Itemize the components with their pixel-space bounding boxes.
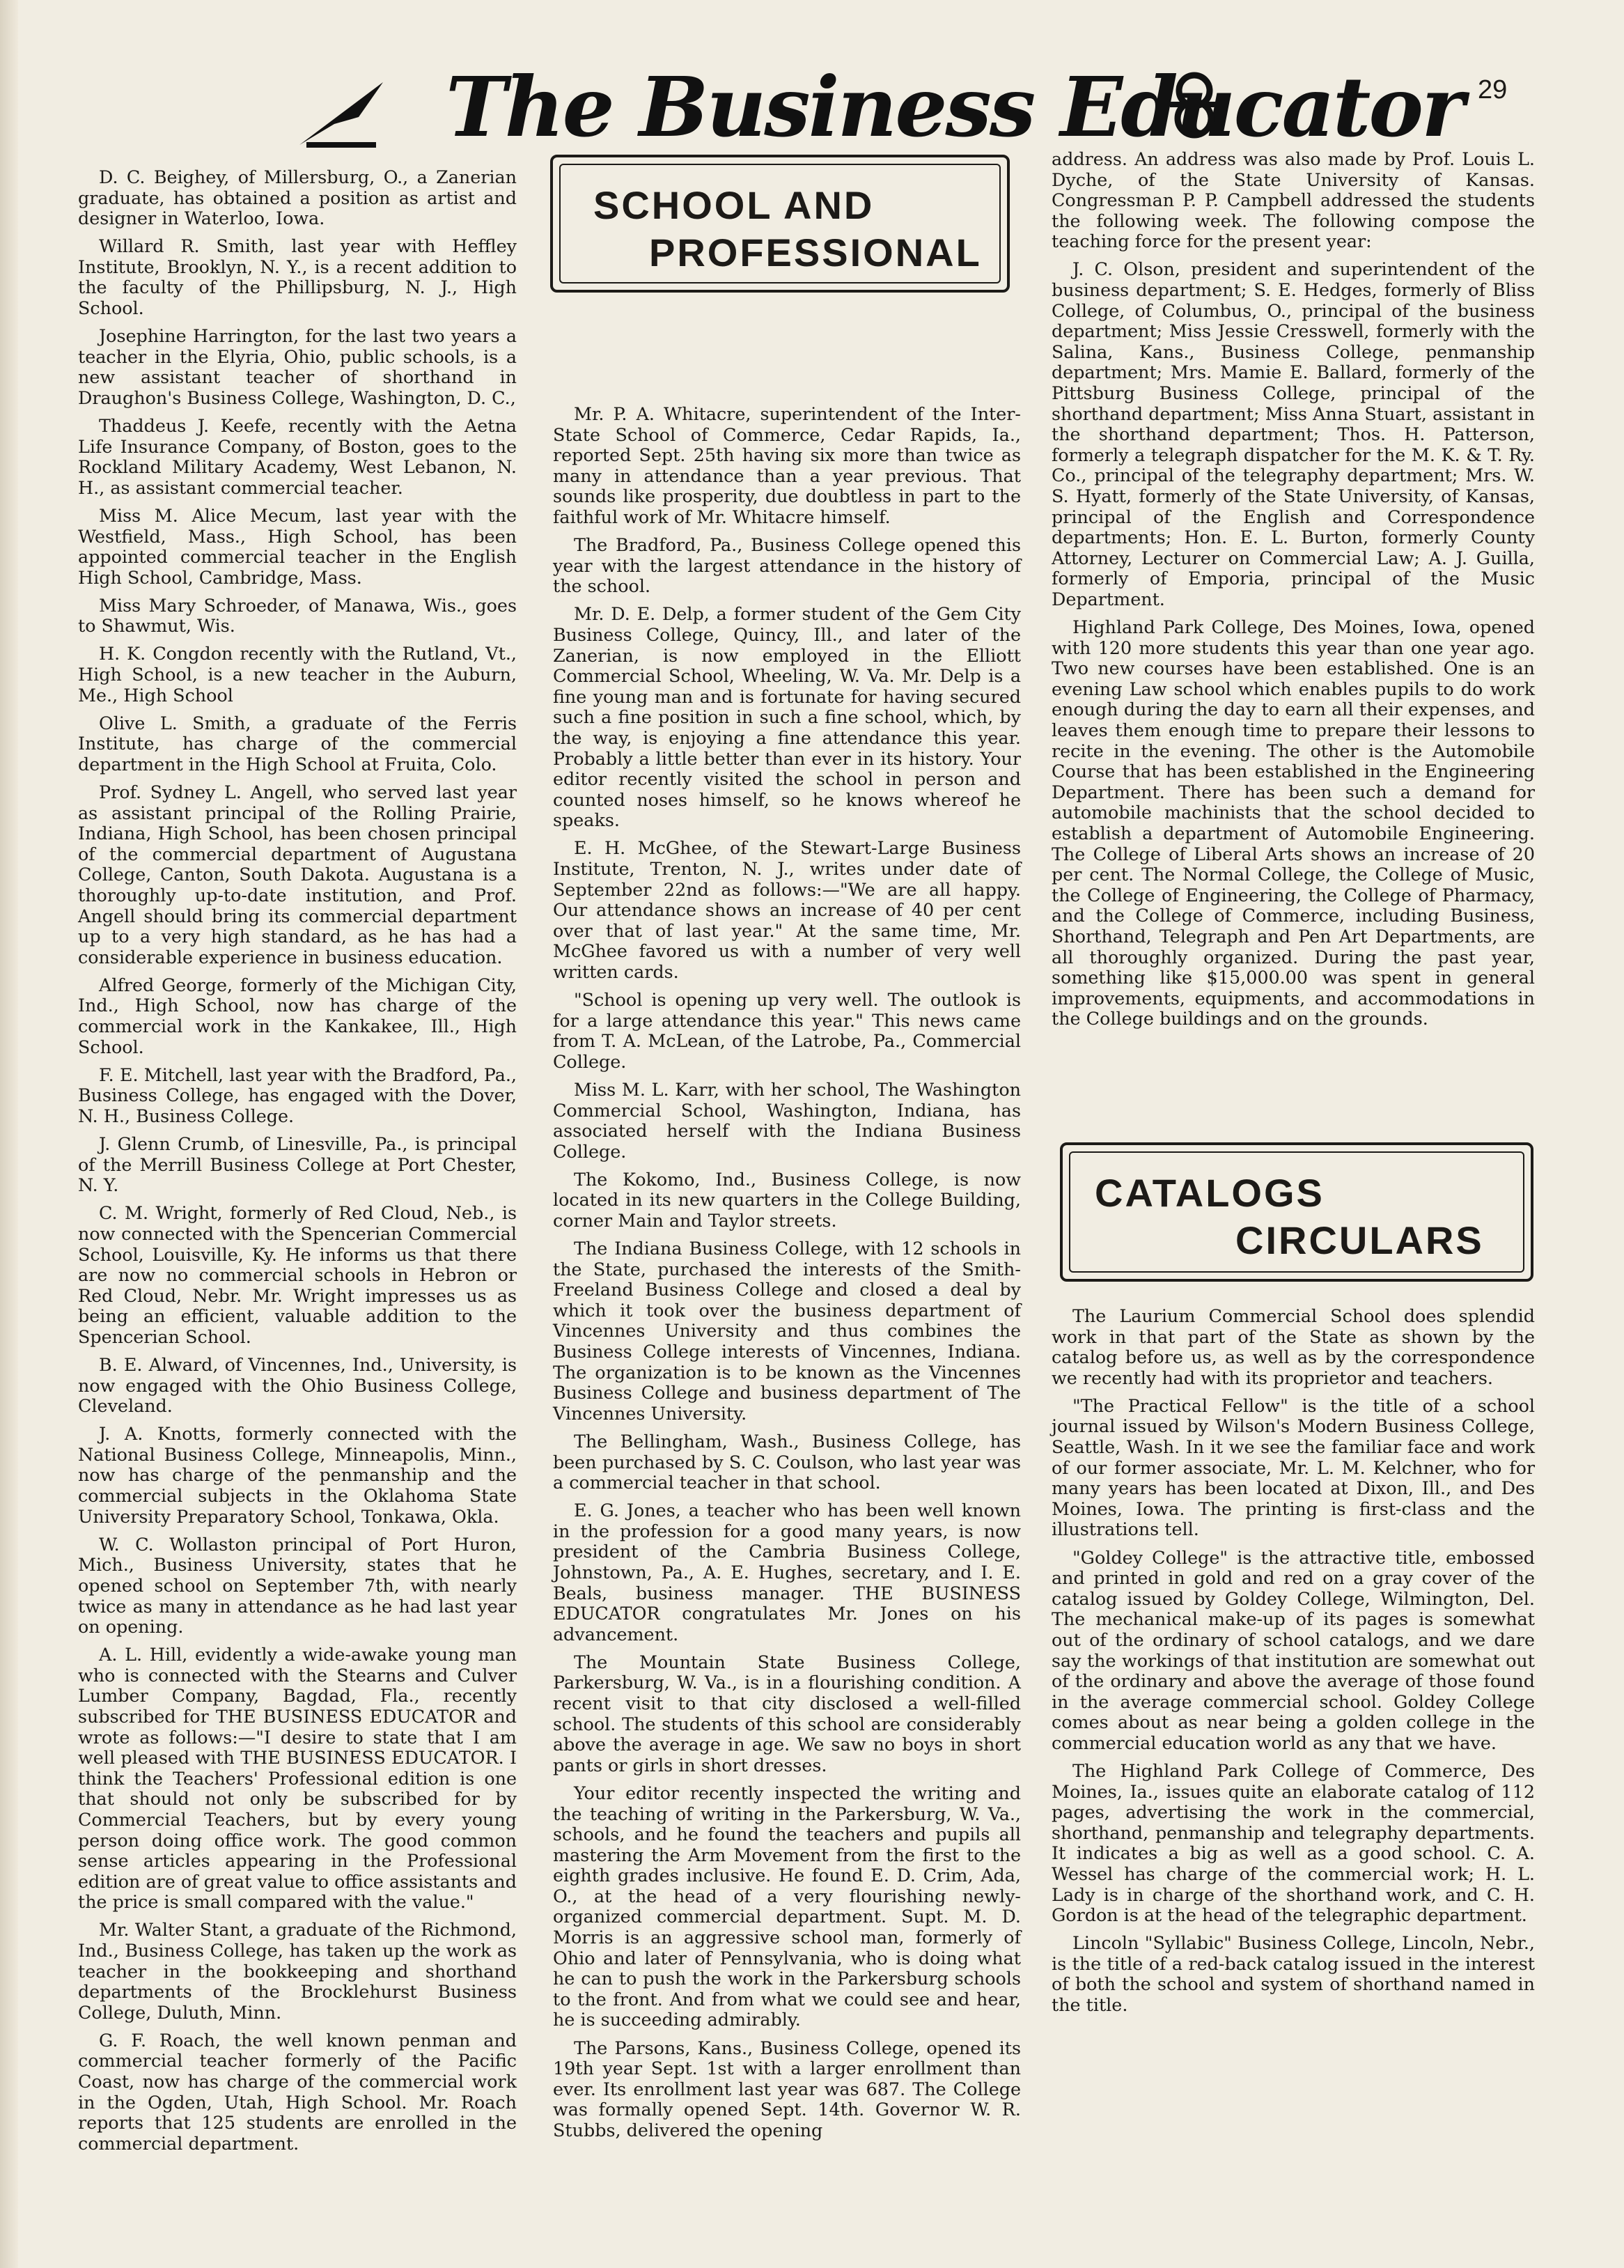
news-item: Miss M. Alice Mecum, last year with the Westfield, Mass., High School, has been appointed commercial teacher in the English High School, Cambridge, Mass. — [78, 504, 517, 588]
news-item: J. A. Knotts, formerly connected with the National Business College, Minneapolis, Minn., now has charge of the penmanship and the commercial subjects in the Oklahoma State University Preparatory School, Tonkawa, Okla. — [78, 1423, 517, 1527]
news-item: B. E. Alward, of Vincennes, Ind., University, is now engaged with the Ohio Business College, Cleveland. — [78, 1353, 517, 1417]
masthead-title: The Business Educator — [446, 59, 1463, 155]
news-item: D. C. Beighey, of Millersburg, O., a Zanerian graduate, has obtained a position as artist and designer in Waterloo, Iowa. — [78, 166, 517, 229]
catalogs-circulars-heading-box — [1060, 1142, 1533, 1282]
page-spine — [0, 0, 18, 2268]
catalog-item: Lincoln "Syllabic" Business College, Lincoln, Nebr., is the title of a red-back catalog issued in the interest of both the school and system of shorthand named in the title. — [1052, 1932, 1535, 2015]
news-item: W. C. Wollaston principal of Port Huron, Mich., Business University, states that he opened school on September 7th, with nearly twice as many in attendance as he had last year on opening. — [78, 1533, 517, 1638]
heading-circulars: CIRCULARS — [1235, 1218, 1484, 1262]
news-item: The Mountain State Business College, Parkersburg, W. Va., is in a flourishing condition. A recent visit to that city disclosed a well-filled school. The students of this school are considerably above the average in age. We saw no boys in short pants or girls in short dresses. — [553, 1651, 1021, 1776]
news-item: Alfred George, formerly of the Michigan City, Ind., High School, now has charge of the commercial work in the Kankakee, Ill., High School. — [78, 974, 517, 1057]
heading-professional: PROFESSIONAL — [649, 231, 982, 274]
news-item: The Parsons, Kans., Business College, opened its 19th year Sept. 1st with a larger enrollment than ever. Its enrollment last year was 687. The College was formally opened Sept. 14th. Governor W. R. Stubbs, delivered the opening — [553, 2037, 1021, 2141]
news-item: The Kokomo, Ind., Business College, is now located in its new quarters in the College Building, corner Main and Taylor streets. — [553, 1168, 1021, 1231]
news-item: E. H. McGhee, of the Stewart-Large Business Institute, Trenton, N. J., writes under date of September 22nd as follows:—"We are all happy. Our attendance shows an increase of 40 per cent over that of last year." At the same time, Mr. McGhee favored us with a number of very well written cards. — [553, 837, 1021, 982]
news-item: Mr. D. E. Delp, a former student of the Gem City Business College, Quincy, Ill., and later of the Zanerian, is now employed in the Elliott Commercial School, Wheeling, W. Va. Mr. Delp is a fine young man and is fortunate for having secured such a fine position in such a fine school, which, by the way, is enjoying a fine attendance this year. Probably a little better than ever in its history. Your editor recently visited the school in person and counted noses himself, so he knows whereof he speaks. — [553, 603, 1021, 831]
news-item: Thaddeus J. Keefe, recently with the Aetna Life Insurance Company, of Boston, goes to the Rockland Military Academy, West Lebanon, N. H., as assistant commercial teacher. — [78, 415, 517, 498]
news-item: Miss M. L. Karr, with her school, The Washington Commercial School, Washington, Indiana, has associated herself with the Indiana Business College. — [553, 1078, 1021, 1162]
news-item: E. G. Jones, a teacher who has been well known in the profession for a good many years, is now president of the Cambria Business College, Johnstown, Pa., A. E. Hughes, secretary, and I. E. Beals, business manager. THE BUSINESS EDUCATOR congratulates Mr. Jones on his advancement. — [553, 1500, 1021, 1645]
masthead — [292, 54, 1463, 159]
catalog-item: The Laurium Commercial School does splendid work in that part of the State as shown by the catalog before us, as well as by the correspondence we recently had with its proprietor and teachers. — [1052, 1305, 1535, 1388]
heading-school-and: SCHOOL AND — [593, 183, 875, 227]
column-3-school-news — [1052, 149, 1535, 1036]
news-item: The Bellingham, Wash., Business College, has been purchased by S. C. Coulson, who last year was a commercial teacher in that school. — [553, 1430, 1021, 1493]
news-item: Prof. Sydney L. Angell, who served last year as assistant principal of the Rolling Prairie, Indiana, High School, has been chosen principal of the commercial department of Augustana College, Canton, South Dakota. Augustana is a thoroughly up-to-date institution, and Prof. Angell should bring its commercial department up to a very high standard, as he has had a considerable experience in business education. — [78, 782, 517, 968]
news-item: J. C. Olson, president and superintendent of the business department; S. E. Hedges, formerly of Bliss College, of Columbus, O., principal of the business department; Miss Jessie Cresswell, formerly with the Salina, Kans., Business College, penmanship department; Mrs. Mamie E. Ballard, formerly of the Pittsburg Business College, principal of the shorthand department; Miss Anna Stuart, assistant in the shorthand department; Thos. H. Patterson, formerly a telegraph dispatcher for the M. K. & T. Ry. Co., principal of the telegraphy department; Mrs. W. S. Hyatt, formerly of the State University, of Kansas, principal of the English and Correspondence departments; Hon. E. L. Burton, formerly County Attorney, Lecturer on Commercial Law; A. J. Guilla, formerly of Emporia, principal of the Music Department. — [1052, 258, 1535, 609]
news-item: Mr. Walter Stant, a graduate of the Richmond, Ind., Business College, has taken up the work as teacher in the bookkeeping and shorthand departments of the Brocklehurst Business College, Duluth, Minn. — [78, 1919, 517, 2023]
column-3-catalogs — [1052, 1306, 1535, 2023]
catalog-item: "Goldey College" is the attractive title, embossed and printed in gold and red on a gray cover of the catalog issued by Goldey College, Wilmington, Del. The mechanical make-up of its pages is somewhat out of the ordinary of school catalogs, and we dare say the workings of that institution are somewhat out of the ordinary and above the average of those found in the average commercial school. Goldey College comes about as near being a golden college in the commercial education world as any that we have. — [1052, 1546, 1535, 1753]
news-item: F. E. Mitchell, last year with the Bradford, Pa., Business College, has engaged with the Dover, N. H., Business College. — [78, 1064, 517, 1126]
news-item: Mr. P. A. Whitacre, superintendent of the Inter-State School of Commerce, Cedar Rapids, Ia., reported Sept. 25th having six more than twice as many in attendance than a year previous. That sounds like prosperity, due doubtless in part to the faithful work of Mr. Whitacre himself. — [553, 403, 1021, 527]
column-1 — [78, 167, 517, 2161]
heading-catalogs: CATALOGS — [1095, 1171, 1325, 1215]
news-item: address. An address was also made by Prof. Louis L. Dyche, of the State University of Kansas. Congressman P. P. Campbell addressed the students the following week. The following compose the teaching force for the present year: — [1052, 148, 1535, 252]
column-2 — [553, 404, 1021, 2148]
news-item: The Indiana Business College, with 12 schools in the State, purchased the interests of the Smith-Freeland Business College and closed a deal by which it took over the business department of Vincennes University and thus combines the Business College interests of Vincennes, Indiana. The organization is to be known as the Vincennes Business College and business department of The Vincennes University. — [553, 1238, 1021, 1424]
news-item: Miss Mary Schroeder, of Manawa, Wis., goes to Shawmut, Wis. — [78, 594, 517, 637]
catalog-item: "The Practical Fellow" is the title of a school journal issued by Wilson's Modern Business College, Seattle, Wash. In it we see the familiar face and work of our former associate, Mr. L. M. Kelchner, who for many years has been located at Dixon, Ill., and Des Moines, Iowa. The printing is first-class and the illustrations tell. — [1052, 1395, 1535, 1540]
news-item: Willard R. Smith, last year with Heffley Institute, Brooklyn, N. Y., is a recent addition to the faculty of the Phillipsburg, N. J., High School. — [78, 235, 517, 319]
news-item: H. K. Congdon recently with the Rutland, Vt., High School, is a new teacher in the Auburn, Me., High School — [78, 643, 517, 706]
news-item: G. F. Roach, the well known penman and commercial teacher formerly of the Pacific Coast, now has charge of the commercial work in the Ogden, Utah, High School. Mr. Roach reports that 125 students are enrolled in the commercial department. — [78, 2029, 517, 2154]
news-item: Josephine Harrington, for the last two years a teacher in the Elyria, Ohio, public schools, is a new assistant teacher of shorthand in Draughon's Business College, Washington, D. C., — [78, 325, 517, 408]
news-item: "School is opening up very well. The outlook is for a large attendance this year." This news came from T. A. McLean, of the Latrobe, Pa., Commercial College. — [553, 989, 1021, 1072]
news-item: A. L. Hill, evidently a wide-awake young man who is connected with the Stearns and Culver Lumber Company, Bagdad, Fla., recently subscribed for THE BUSINESS EDUCATOR and wrote as follows:—"I desire to state that I am well pleased with THE BUSINESS EDUCATOR. I think the Teachers' Professional edition is one that should not only be subscribed for by Commercial Teachers, but by every young person doing office work. The good common sense articles appearing in the Professional edition are of great value to office assistants and the price is small compared with the value." — [78, 1644, 517, 1913]
news-item: The Bradford, Pa., Business College opened this year with the largest attendance in the history of the school. — [553, 534, 1021, 597]
news-item: J. Glenn Crumb, of Linesville, Pa., is principal of the Merrill Business College at Port Chester, N. Y. — [78, 1133, 517, 1196]
page-number: 29 — [1478, 75, 1508, 104]
school-professional-heading-box — [550, 155, 1010, 293]
news-item: Olive L. Smith, a graduate of the Ferris Institute, has charge of the commercial department in the High School at Fruita, Colo. — [78, 712, 517, 775]
catalog-item: The Highland Park College of Commerce, Des Moines, Ia., issues quite an elaborate catalog of 112 pages, advertising the work in the commercial, shorthand, penmanship and telegraphy departments. It indicates a big as well as a good school. C. A. Wessel has charge of the commercial work; H. L. Lady is in charge of the shorthand work, and C. H. Gordon is at the head of the telegraphic department. — [1052, 1760, 1535, 1926]
quill-pen-icon — [292, 75, 390, 152]
news-item: Your editor recently inspected the writing and the teaching of writing in the Parkersburg, W. Va., schools, and he found the teachers and pupils all mastering the Arm Movement from the first to the eighth grades inclusive. He found E. D. Crim, Ada, O., at the head of a very flourishing newly-organized commercial department. Supt. M. D. Morris is an aggressive school man, formerly of Ohio and later of Pennsylvania, who is doing what he can to push the work in the Parkersburg schools to the front. And from what we could see and hear, he is succeeding admirably. — [553, 1782, 1021, 2030]
emblem-icon — [1163, 70, 1226, 139]
news-item: Highland Park College, Des Moines, Iowa, opened with 120 more students this year than one year ago. Two new courses have been established. One is an evening Law school which enables pupils to do work enough during the day to earn all their expenses, and leaves them enough time to prepare their lessons to recite in the evening. The other is the Automobile Course that has been established in the Engineering Department. There has been such a demand for automobile machinists that the school decided to establish a department of Automobile Engineering. The College of Liberal Arts shows an increase of 20 per cent. The Normal College, the College of Music, the College of Engineering, the College of Pharmacy, and the College of Commerce, including Business, Shorthand, Telegraph and Pen Art Departments, are all thoroughly organized. During the past year, something like $15,000.00 was spent in general improvements, equipments, and accommodations in the College buildings and on the grounds. — [1052, 616, 1535, 1030]
news-item: C. M. Wright, formerly of Red Cloud, Neb., is now connected with the Spencerian Commercial School, Louisville, Ky. He informs us that there are now no commercial schools in Hebron or Red Cloud, Nebr. Mr. Wright impresses us as being an efficient, valuable addition to the Spencerian School. — [78, 1202, 517, 1347]
